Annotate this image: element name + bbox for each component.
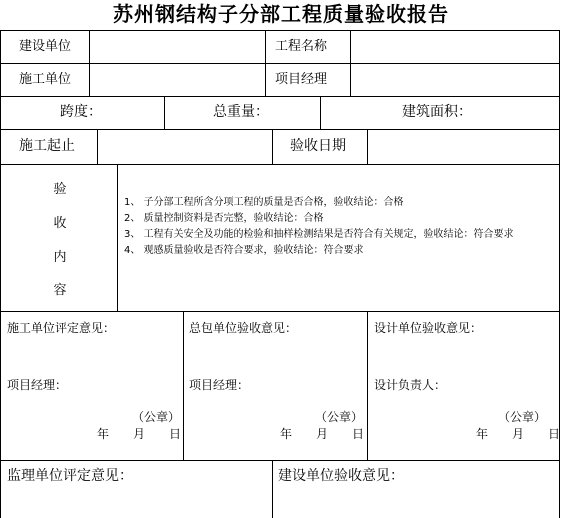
contractor-label: 施工单位 <box>19 72 72 87</box>
col-divider <box>367 311 368 461</box>
acceptance-item: 1、 子分部工程所含分项工程的质量是否合格，验收结论：合格 <box>124 197 404 208</box>
table-border-right <box>559 30 560 518</box>
col-divider <box>265 30 266 97</box>
acceptance-item: 3、 工程有关安全及功能的检验和抽样检测结果是否符合有关规定，验收结论：符合要求 <box>124 229 514 240</box>
construction-period-label: 施工起止 <box>19 138 75 154</box>
project-name-label: 工程名称 <box>275 39 328 54</box>
col-divider <box>89 30 90 97</box>
row-divider <box>0 311 560 312</box>
row-divider <box>0 63 560 64</box>
acceptance-date-label: 验收日期 <box>290 138 346 154</box>
design-signer-label: 设计负责人： <box>374 378 447 392</box>
general-contractor-signer-label: 项目经理： <box>189 378 250 392</box>
acceptance-item: 2、 质量控制资料是否完整，验收结论：合格 <box>124 213 324 224</box>
col-divider <box>350 30 351 97</box>
builder-label: 建设单位 <box>19 39 72 54</box>
supervision-opinion-heading: 监理单位评定意见： <box>7 468 133 484</box>
col-divider <box>97 129 98 165</box>
contractor-opinion-heading: 施工单位评定意见： <box>7 321 116 335</box>
general-contractor-seal: （公章） <box>315 410 364 424</box>
col-divider <box>164 96 165 130</box>
general-contractor-opinion-heading: 总包单位验收意见： <box>189 321 298 335</box>
contractor-seal: （公章） <box>132 410 181 424</box>
project-manager-label: 项目经理 <box>275 72 328 87</box>
acceptance-label-char: 容 <box>53 283 67 298</box>
design-opinion-heading: 设计单位验收意见： <box>374 321 483 335</box>
row-divider <box>0 96 560 97</box>
builder-opinion-heading: 建设单位验收意见： <box>278 468 404 484</box>
acceptance-item: 4、 观感质量验收是否符合要求，验收结论：符合要求 <box>124 245 364 256</box>
general-contractor-date: 年 月 日 <box>280 427 365 441</box>
col-divider <box>272 460 273 518</box>
building-area-label: 建筑面积： <box>402 104 472 120</box>
report-title: 苏州钢结构子分部工程质量验收报告 <box>113 2 449 26</box>
design-date: 年 月 日 <box>476 427 561 441</box>
row-divider <box>0 164 560 165</box>
span-label: 跨度： <box>60 104 102 120</box>
acceptance-label-char: 内 <box>53 250 67 265</box>
contractor-signer-label: 项目经理： <box>7 378 68 392</box>
col-divider <box>367 129 368 165</box>
row-divider <box>0 460 560 461</box>
table-border-top <box>0 30 560 31</box>
total-weight-label: 总重量： <box>213 104 269 120</box>
acceptance-label-char: 收 <box>53 216 67 231</box>
row-divider <box>0 129 560 130</box>
col-divider <box>117 164 118 312</box>
col-divider <box>272 129 273 165</box>
acceptance-label-char: 验 <box>53 182 67 197</box>
col-divider <box>183 311 184 461</box>
contractor-date: 年 月 日 <box>97 427 182 441</box>
table-border-left <box>0 30 1 518</box>
col-divider <box>320 96 321 130</box>
design-seal: （公章） <box>498 410 547 424</box>
